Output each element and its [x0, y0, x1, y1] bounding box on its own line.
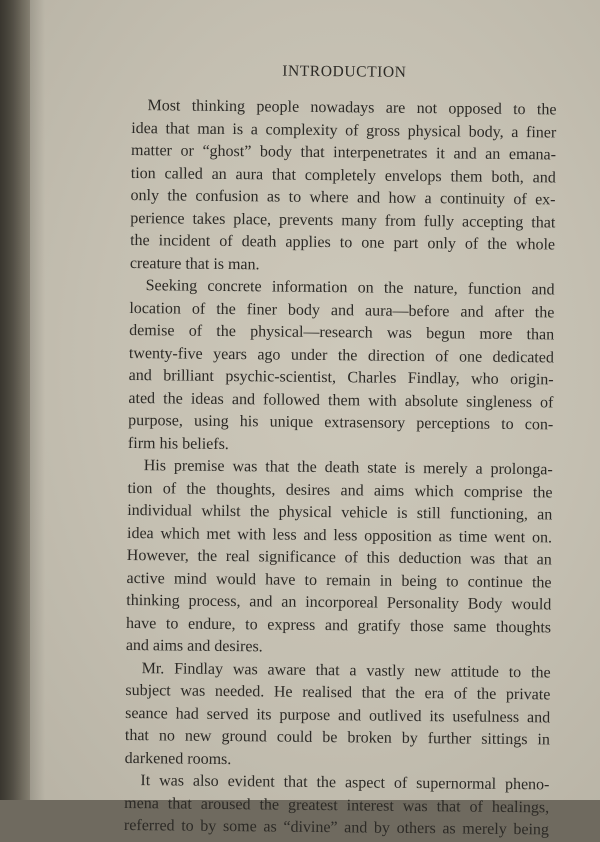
text-line: purpose, using his unique extrasensory perceptions to con-	[128, 411, 554, 434]
text-line: thinking process, and an incorporeal Personality Body would	[126, 591, 552, 614]
text-line: His premise was that the death state is merely a prolonga-	[143, 457, 553, 479]
paragraph-3	[126, 455, 553, 662]
text-line: matter or “ghost” body that interpenetrates it and an emana-	[130, 141, 557, 164]
paragraph-4	[125, 657, 551, 774]
paragraph-5	[124, 770, 550, 842]
chapter-heading: INTRODUCTION	[282, 62, 407, 81]
text-line: mena that aroused the greatest interest was that of healings,	[124, 794, 550, 816]
gutter-shadow	[0, 0, 45, 800]
text-line: referred to by some as “divine” and by others as merely being	[123, 816, 550, 839]
text-line: seance had served its purpose and outlived its usefulness and	[125, 704, 551, 726]
text-line: It was also evident that the aspect of supernormal pheno-	[140, 772, 550, 794]
text-line: perience takes place, prevents many from fully accepting that	[130, 209, 556, 231]
text-line: location of the finer body and aura—before and after the	[129, 299, 555, 321]
text-line: idea which met with less and less opposition as time went on.	[126, 524, 553, 546]
text-line: demise of the physical—research was begun more than	[129, 321, 555, 344]
text-line: idea that man is a complexity of gross physical body, a finer	[131, 119, 557, 141]
page-text	[124, 60, 557, 842]
text-line: only the confusion as to where and how a continuity of ex-	[130, 186, 556, 209]
text-line: firm his beliefs.	[127, 434, 229, 453]
text-line: twenty-five years ago under the direction of one dedicated	[128, 344, 554, 366]
text-line: However, the real significance of this deduction was that an	[126, 546, 552, 569]
text-line: Most thinking people nowadays are not opposed to the	[147, 97, 557, 119]
text-line: individual whilst the physical vehicle is still functioning, an	[127, 501, 553, 524]
text-line: active mind would have to remain in being to continue the	[126, 569, 552, 591]
paragraph-2	[128, 275, 555, 459]
text-line: and brilliant psychic-scientist, Charles Findlay, who origin-	[128, 366, 554, 389]
text-line: creature that is man.	[129, 254, 260, 273]
text-line: tion of the thoughts, desires and aims which comprise the	[127, 479, 553, 501]
text-line: ated the ideas and followed them with absolute singleness of	[128, 389, 554, 411]
text-line: that no new ground could be broken by further sittings in	[124, 726, 550, 749]
text-line: have to endure, to express and gratify those same thoughts	[126, 614, 552, 636]
text-line: and aims and desires.	[125, 636, 263, 656]
text-line: darkened rooms.	[124, 749, 232, 768]
paragraph-1	[130, 95, 557, 279]
text-line: tion called an aura that completely envelops them both, and	[130, 164, 556, 186]
text-line: the incident of death applies to one part only of the whole	[130, 231, 556, 254]
text-line: Mr. Findlay was aware that a vastly new attitude to the	[141, 659, 551, 681]
text-line: Seeking concrete information on the nature, function and	[145, 277, 555, 299]
text-line: subject was needed. He realised that the era of the private	[125, 681, 551, 704]
